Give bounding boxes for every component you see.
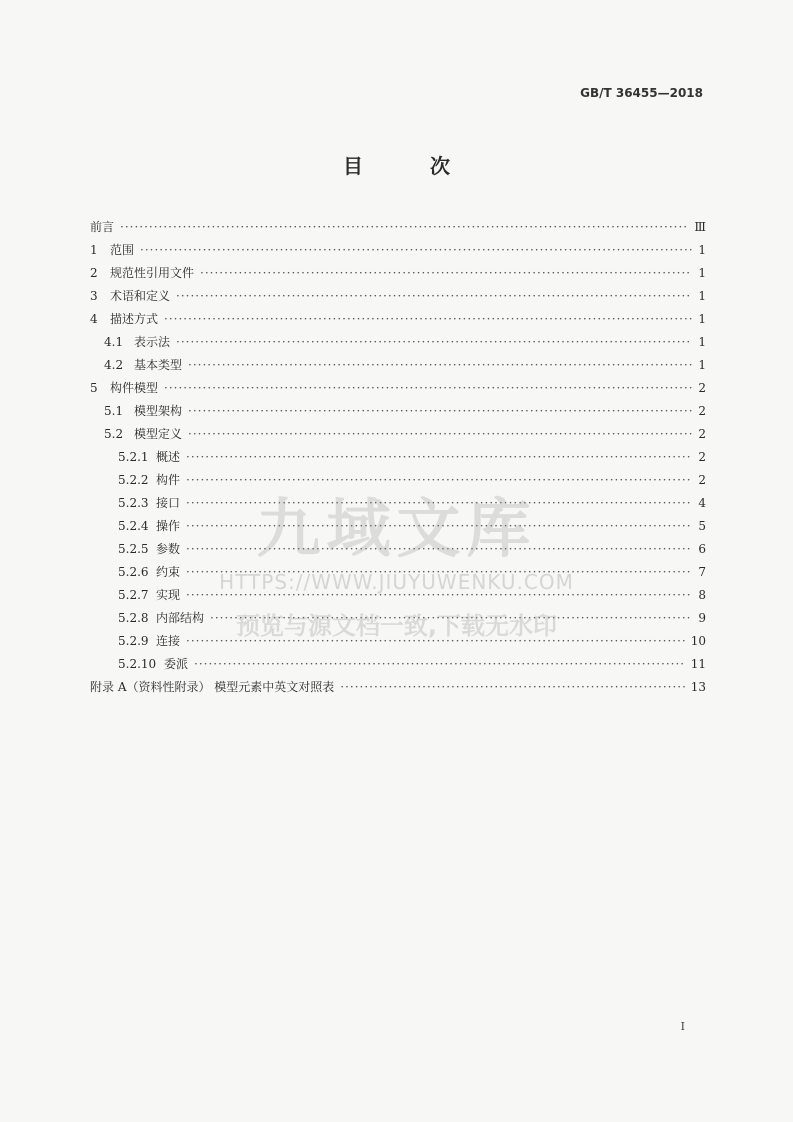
toc-leader-dots <box>120 216 688 239</box>
toc-entry-title: 参数 <box>156 542 181 556</box>
toc-entry-page: 1 <box>698 266 706 280</box>
toc-entry[interactable] <box>90 331 706 354</box>
toc-entry[interactable] <box>90 216 706 239</box>
toc-entry-title: 规范性引用文件 <box>110 266 195 280</box>
watermark-main: 九域文库 <box>256 493 537 567</box>
toc-entry-number: 5.2.7 <box>118 588 149 602</box>
toc-entry-number: 5.2.3 <box>118 496 149 510</box>
toc-entry-title: 连接 <box>156 634 181 648</box>
toc-entry[interactable] <box>90 285 706 308</box>
toc-entry-title: 约束 <box>156 565 181 579</box>
toc-entry-number: 5.2.6 <box>118 565 149 579</box>
toc-entry-page: Ⅲ <box>694 220 706 234</box>
toc-entry-number: 4.2 <box>104 358 124 372</box>
toc-entry-number: 4 <box>90 312 98 326</box>
toc-entry-title: 基本类型 <box>134 358 183 372</box>
toc-entry-page: 2 <box>698 427 706 441</box>
toc-entry-page: 6 <box>698 542 706 556</box>
toc-entry-number: 1 <box>90 243 98 257</box>
toc-entry-page: 2 <box>698 450 706 464</box>
toc-entry-number: 4.1 <box>104 335 124 349</box>
toc-entry-page: 4 <box>698 496 706 510</box>
toc-entry[interactable] <box>90 239 706 262</box>
toc-entry-page: 13 <box>690 680 706 694</box>
toc-entry-page: 1 <box>698 312 706 326</box>
toc-entry-title: 委派 <box>164 657 189 671</box>
toc-entry-number: 5.2.8 <box>118 611 149 625</box>
toc-entry-page: 11 <box>690 657 706 671</box>
toc-entry-number: 5.2.5 <box>118 542 149 556</box>
watermark-subtitle: 预览与源文档一致,下载无水印 <box>235 612 558 640</box>
toc-leader-dots <box>140 239 692 262</box>
toc-entry-number: 5.2.4 <box>118 519 149 533</box>
toc-leader-dots <box>164 377 692 400</box>
toc-entry-title: 构件 <box>156 473 181 487</box>
toc-entry-number: 5.2.1 <box>118 450 149 464</box>
toc-entry-title: 附录 A（资料性附录） 模型元素中英文对照表 <box>90 680 335 694</box>
toc-entry-page: 8 <box>698 588 706 602</box>
toc-entry-number: 5.2.2 <box>118 473 149 487</box>
toc-entry-title: 前言 <box>90 220 115 234</box>
toc-entry-number: 5.2.10 <box>118 657 157 671</box>
toc-entry-page: 5 <box>698 519 706 533</box>
toc-entry-title: 接口 <box>156 496 181 510</box>
toc-leader-dots <box>188 400 692 423</box>
toc-entry[interactable] <box>90 354 706 377</box>
toc-entry[interactable] <box>90 308 706 331</box>
toc-entry[interactable] <box>90 653 706 676</box>
toc-entry-page: 1 <box>698 358 706 372</box>
toc-entry-title: 构件模型 <box>110 381 159 395</box>
toc-entry-title: 概述 <box>156 450 181 464</box>
toc-entry-title: 操作 <box>156 519 181 533</box>
toc-entry[interactable] <box>90 400 706 423</box>
toc-entry-page: 2 <box>698 473 706 487</box>
toc-leader-dots <box>188 354 692 377</box>
toc-leader-dots <box>186 446 692 469</box>
standard-code: GB/T 36455—2018 <box>580 86 703 100</box>
toc-entry[interactable] <box>90 676 706 699</box>
toc-entry-page: 1 <box>698 289 706 303</box>
toc-entry-title: 描述方式 <box>110 312 159 326</box>
toc-leader-dots <box>200 262 692 285</box>
toc-entry-page: 2 <box>698 404 706 418</box>
toc-leader-dots <box>164 308 692 331</box>
toc-entry-title: 术语和定义 <box>110 289 171 303</box>
toc-title: 目 次 <box>343 154 480 178</box>
toc-entry-page: 7 <box>698 565 706 579</box>
toc-entry-page: 9 <box>698 611 706 625</box>
toc-entry[interactable] <box>90 423 706 446</box>
toc-leader-dots <box>176 285 692 308</box>
toc-leader-dots <box>188 423 692 446</box>
toc-entry-page: 10 <box>690 634 706 648</box>
toc-entry[interactable] <box>90 262 706 285</box>
toc-entry-number: 5.1 <box>104 404 124 418</box>
toc-entry-number: 5.2 <box>104 427 124 441</box>
toc-leader-dots <box>194 653 685 676</box>
toc-entry-title: 模型定义 <box>134 427 183 441</box>
page-number: I <box>680 1020 685 1033</box>
toc-entry-page: 2 <box>698 381 706 395</box>
toc-entry[interactable] <box>90 446 706 469</box>
toc-entry-number: 5 <box>90 381 98 395</box>
toc-entry-title: 范围 <box>110 243 135 257</box>
toc-entry-title: 实现 <box>156 588 181 602</box>
toc-leader-dots <box>340 676 684 699</box>
toc-entry-number: 3 <box>90 289 98 303</box>
toc-entry-title: 内部结构 <box>156 611 205 625</box>
toc-entry-page: 1 <box>698 335 706 349</box>
toc-entry[interactable] <box>90 377 706 400</box>
toc-entry-page: 1 <box>698 243 706 257</box>
watermark-url: HTTPS://WWW.JIUYUWENKU.COM <box>219 570 574 594</box>
toc-entry-number: 5.2.9 <box>118 634 149 648</box>
toc-entry-title: 表示法 <box>134 335 171 349</box>
toc-leader-dots <box>176 331 692 354</box>
toc-entry-title: 模型架构 <box>134 404 183 418</box>
toc-entry-number: 2 <box>90 266 98 280</box>
